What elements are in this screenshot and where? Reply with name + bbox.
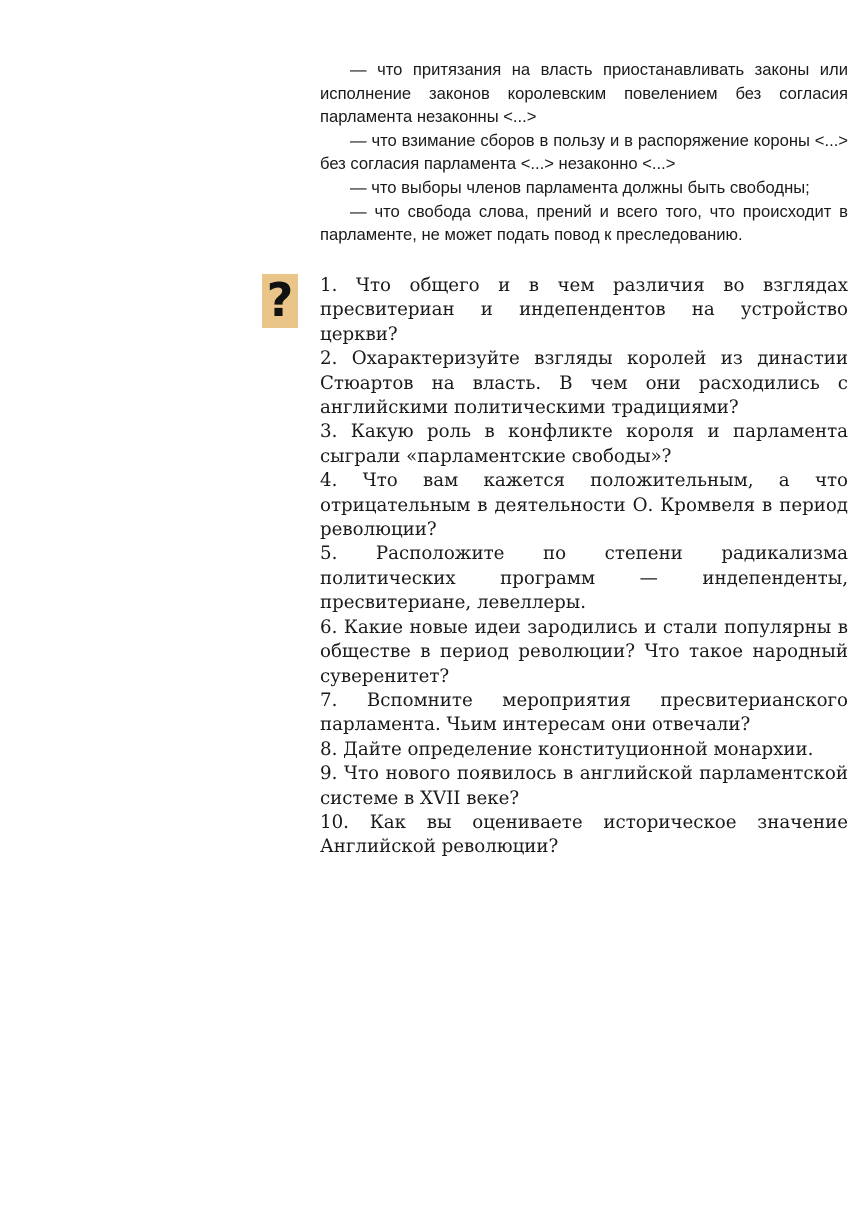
question-mark-symbol: ? — [266, 273, 294, 327]
question-item: 6. Какие новые идеи зародились и стали популярны в обществе в период революции? Что такое народный суверенитет? — [320, 616, 848, 687]
question-item: 3. Какую роль в конфликте короля и парламента сыграли «парламентские свободы»? — [320, 421, 848, 467]
question-item: 1. Что общего и в чем различия во взглядах пресвитериан и индепендентов на устройство церкви? — [320, 275, 848, 345]
document-excerpt — [320, 58, 848, 247]
question-item: 10. Как вы оцениваете историческое значение Английской революции? — [320, 811, 848, 858]
excerpt-paragraph: — что выборы членов парламента должны быть свободны; — [350, 177, 810, 197]
excerpt-paragraph: — что взимание сборов в пользу и в распоряжение короны <...> без согласия парламента <...> незаконно <...> — [320, 130, 848, 174]
question-item: 7. Вспомните мероприятия пресвитерианского парламента. Чьим интересам они отвечали? — [320, 689, 848, 736]
question-item: 9. Что нового появилось в английской парламентской системе в XVII веке? — [320, 763, 848, 809]
review-questions-list — [320, 274, 848, 860]
question-item: 2. Охарактеризуйте взгляды королей из династии Стюартов на власть. В чем они расходились с английскими политическими традициями? — [320, 348, 848, 419]
excerpt-paragraph: — что свобода слова, прений и всего того, что происходит в парламенте, не может подать повод к преследованию. — [320, 201, 848, 245]
question-item: 4. Что вам кажется положительным, а что отрицательным в деятельности О. Кромвеля в период революции? — [320, 470, 848, 541]
question-item: 5. Расположите по степени радикализма политических программ — индепенденты, пресвитериане, левеллеры. — [320, 543, 848, 614]
question-mark-icon — [262, 274, 298, 328]
excerpt-paragraph: — что притязания на власть приостанавливать законы или исполнение законов королевским повелением без согласия парламента незаконны <...> — [320, 60, 848, 127]
question-item: 8. Дайте определение конституционной монархии. — [320, 738, 814, 760]
